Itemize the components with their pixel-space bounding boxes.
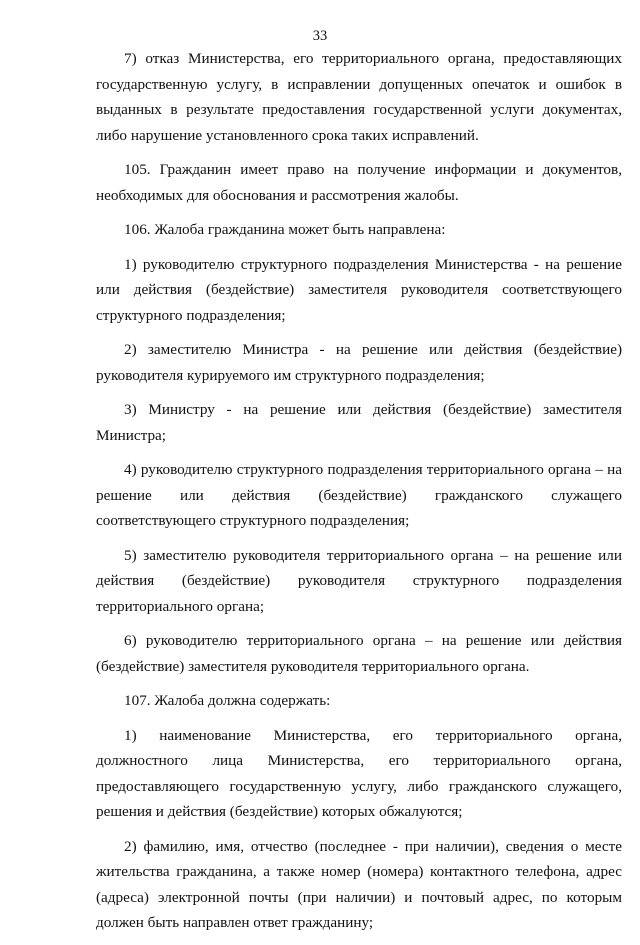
paragraph-106-item-2: 2) заместителю Министра - на решение или действия (бездействие) руководителя курируемого им структурного подразделения; <box>96 341 622 384</box>
paragraph-107: 107. Жалоба должна содержать: <box>124 692 331 709</box>
paragraph-106-item-1: 1) руководителю структурного подразделения Министерства - на решение или действия (бездействие) заместителя руководителя соответствующего структурного подразделения; <box>96 255 622 324</box>
paragraph-106: 106. Жалоба гражданина может быть направлена: <box>124 221 446 238</box>
paragraph-item-7: 7) отказ Министерства, его территориального органа, предоставляющих государственную услугу, в исправлении допущенных опечаток и ошибок в выданных в результате предоставления государственной услуги документах, либо нарушение установленного срока таких исправлений. <box>96 50 622 144</box>
paragraph-105: 105. Гражданин имеет право на получение информации и документов, необходимых для обоснования и рассмотрения жалобы. <box>96 161 622 204</box>
document-body <box>96 46 622 945</box>
paragraph-107-item-1: 1) наименование Министерства, его территориального органа, должностного лица Министерства, его территориального органа, предоставляющего государственную услугу, либо гражданского служащего, решения и действия (бездействие) которых обжалуются; <box>96 726 622 820</box>
paragraph-106-item-5: 5) заместителю руководителя территориального органа – на решение или действия (бездействие) руководителя структурного подразделения территориального органа; <box>96 546 622 615</box>
paragraph-107-item-2: 2) фамилию, имя, отчество (последнее - при наличии), сведения о месте жительства гражданина, а также номер (номера) контактного телефона, адрес (адреса) электронной почты (при наличии) и почтовый адрес, по которым должен быть направлен ответ гражданину; <box>96 837 622 931</box>
page-number: 33 <box>312 28 328 44</box>
paragraph-106-item-4: 4) руководителю структурного подразделения территориального органа – на решение или действия (бездействие) гражданского служащего соответствующего структурного подразделения; <box>96 461 622 529</box>
paragraph-106-item-6: 6) руководителю территориального органа – на решение или действия (бездействие) заместителя руководителя территориального органа. <box>96 632 622 675</box>
paragraph-106-item-3: 3) Министру - на решение или действия (бездействие) заместителя Министра; <box>96 401 622 444</box>
